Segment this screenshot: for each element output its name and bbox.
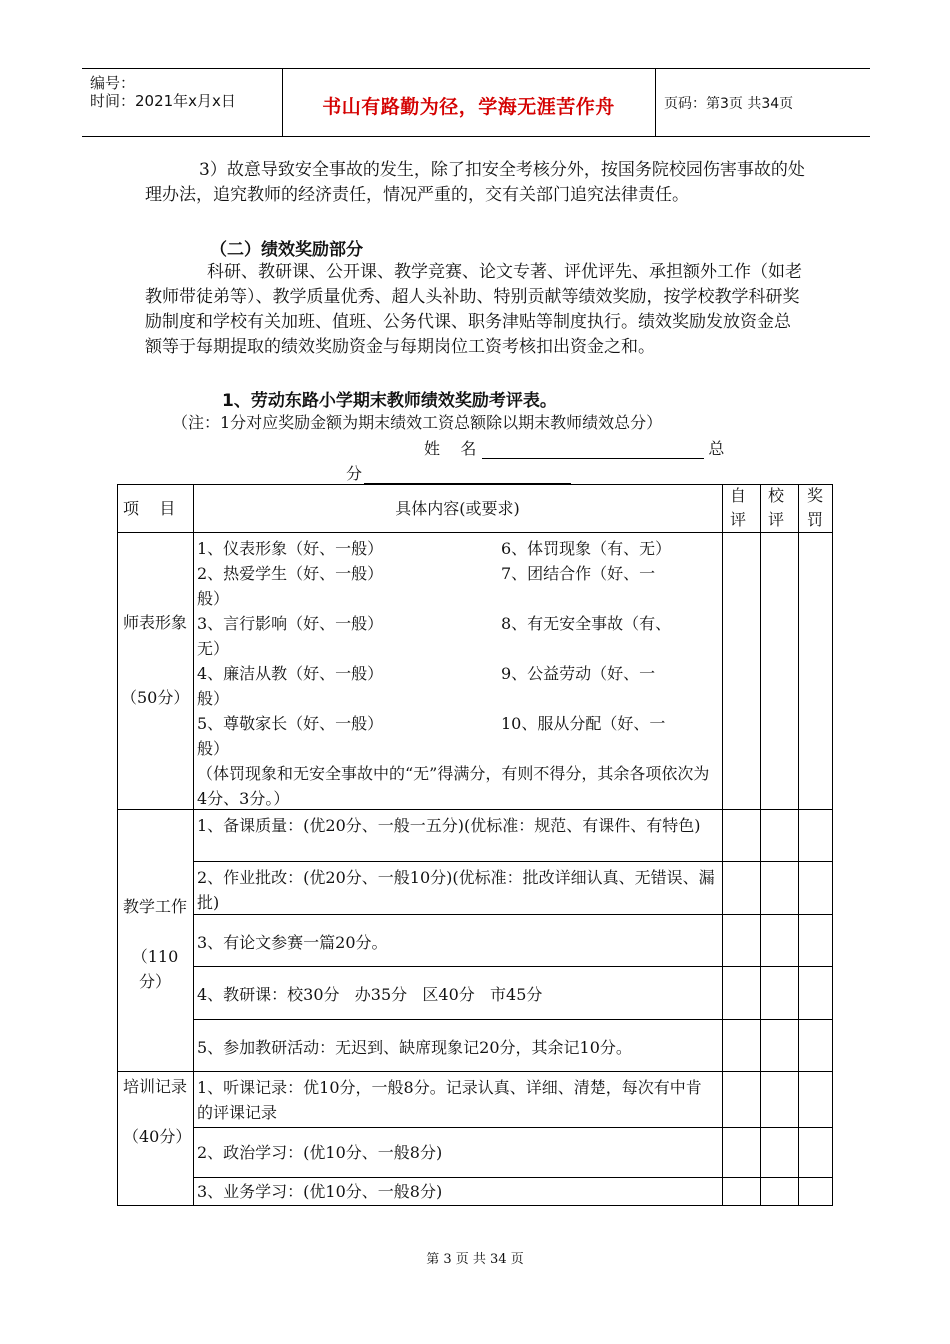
evaluation-table	[117, 484, 833, 1206]
group1-item-7: 7、团结合作（好、一	[501, 564, 656, 583]
name-label: 姓 名	[424, 439, 477, 458]
group1-item-8: 8、有无安全事故（有、	[501, 614, 672, 633]
group1-item-6: 6、体罚现象（有、无）	[501, 539, 672, 558]
table-divider-content	[722, 484, 723, 1206]
table-title: 1、劳动东路小学期末教师绩效奖励考评表。	[222, 391, 557, 411]
group2-label: 教学工作	[123, 897, 188, 916]
table-rule-g3r1	[193, 1127, 833, 1128]
group1-remark: （体罚现象和无安全事故中的“无”得满分，有则不得分，其余各项依次为4分、3分。）	[197, 764, 710, 808]
table-rule-g2r3	[193, 966, 833, 967]
header-code-label: 编号：	[90, 74, 136, 92]
group3-row-3: 3、业务学习：(优10分、一般8分)	[197, 1182, 443, 1201]
paragraph-performance-reward: 科研、教研课、公开课、教学竞赛、论文专著、评优评先、承担额外工作（如老教师带徒弟等）、教学质量优秀、超人头补助、特别贡献等绩效奖励，按学校教学科研奖励制度和学校有关加班、值班、公务代课、职务津贴等制度执行。绩效奖励发放资金总额等于每期提取的绩效奖励资金与每期岗位工资考核扣出资金之和。	[145, 262, 802, 357]
group3-label: 培训记录	[123, 1077, 188, 1096]
table-rule-g2r4	[193, 1019, 833, 1020]
group1-score: （50分）	[121, 688, 190, 707]
group1-item-3: 3、言行影响（好、一般）	[197, 614, 384, 633]
table-divider-item	[193, 484, 194, 1206]
total-label-2: 分	[346, 464, 363, 483]
table-border-bottom	[117, 1205, 833, 1206]
group1-wrap-10: 般）	[197, 739, 230, 758]
table-rule-group2	[117, 1071, 833, 1072]
group1-item-4: 4、廉洁从教（好、一般）	[197, 664, 384, 683]
header-school: 校评	[767, 486, 784, 529]
table-rule-g3r2	[193, 1177, 833, 1178]
footer-page-number: 第 3 页 共 34 页	[426, 1252, 524, 1267]
group1-item-2: 2、热爱学生（好、一般）	[197, 564, 384, 583]
header-content: 具体内容(或要求)	[395, 499, 520, 518]
table-divider-self	[760, 484, 761, 1206]
group3-score: （40分）	[123, 1127, 192, 1146]
name-underline	[482, 442, 704, 459]
group1-wrap-9: 般）	[197, 689, 230, 708]
total-score-underline	[364, 467, 571, 484]
group2-row-2: 2、作业批改：(优20分、一般10分)(优标准：批改详细认真、无错误、漏批)	[197, 868, 715, 912]
group2-row-3: 3、有论文参赛一篇20分。	[197, 933, 388, 952]
table-rule-g2r1	[193, 861, 833, 862]
table-border-right	[832, 484, 833, 1206]
group1-item-1: 1、仪表形象（好、一般）	[197, 539, 384, 558]
group2-row-4: 4、教研课：校30分 办35分 区40分 市45分	[197, 985, 543, 1004]
paragraph-safety-accident: 3）故意导致安全事故的发生，除了扣安全考核分外，按国务院校园伤害事故的处理办法，追究教师的经济责任，情况严重的，交有关部门追究法律责任。	[145, 160, 805, 205]
group1-item-9: 9、公益劳动（好、一	[501, 664, 656, 683]
group1-wrap-8: 无）	[197, 639, 230, 658]
header-divider-right	[655, 68, 656, 136]
group3-row-2: 2、政治学习：(优10分、一般8分)	[197, 1143, 443, 1162]
group3-row-1: 1、听课记录：优10分，一般8分。记录认真、详细、清楚，每次有中肯的评课记录	[197, 1078, 702, 1122]
group2-row-1: 1、备课质量：(优20分、一般一五分)(优标准：规范、有课件、有特色)	[197, 816, 701, 835]
header-reward: 奖罚	[806, 486, 823, 529]
group2-score: （110分）	[131, 947, 179, 991]
total-score-field	[346, 461, 571, 484]
group2-row-5: 5、参加教研活动：无迟到、缺席现象记20分，其余记10分。	[197, 1038, 632, 1057]
name-field	[424, 436, 724, 459]
group1-item-5: 5、尊敬家长（好、一般）	[197, 714, 384, 733]
header-bottom-rule	[82, 136, 870, 137]
header-page-info: 页码：第3页 共34页	[664, 96, 794, 112]
table-note: （注：1分对应奖励金额为期末绩效工资总额除以期末教师绩效总分）	[172, 413, 663, 432]
table-rule-header	[117, 532, 833, 533]
section-title: （二）绩效奖励部分	[210, 240, 363, 260]
group1-wrap-7: 般）	[197, 589, 230, 608]
header-date-label: 时间：2021年x月x日	[90, 92, 236, 110]
header-top-rule	[82, 68, 870, 69]
group1-item-10: 10、服从分配（好、一	[501, 714, 666, 733]
table-border-left	[117, 484, 118, 1206]
header-item: 项 目	[123, 499, 176, 518]
table-divider-school	[798, 484, 799, 1206]
total-label-1: 总	[708, 439, 725, 458]
header-motto: 书山有路勤为径，学海无涯苦作舟	[322, 96, 615, 118]
header-self: 自评	[729, 486, 746, 529]
group1-label: 师表形象	[123, 613, 188, 632]
